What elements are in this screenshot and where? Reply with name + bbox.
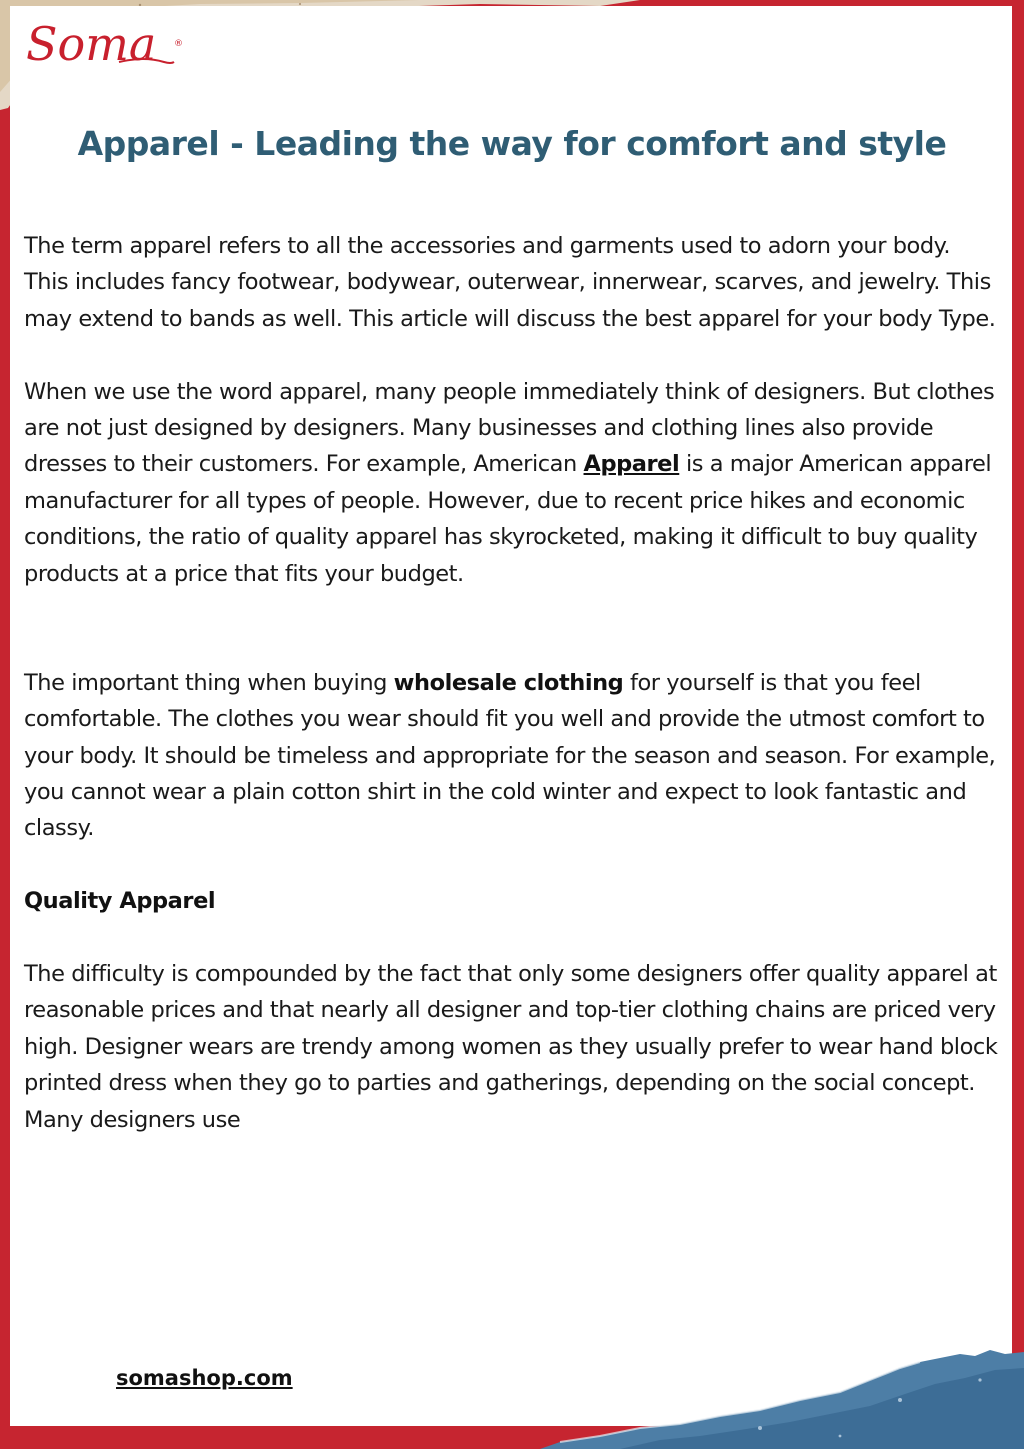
- paragraph-wholesale-text-end: for yourself is that you feel comfortable. The clothes you wear should fit you well and provide the utmost comfort to your body. It should be timeless and appropriate for the season and season. For example, you cannot wear a plain cotton shirt in the cold winter and expect to look fantastic and classy.: [24, 669, 996, 842]
- paragraph-intro: The term apparel refers to all the accessories and garments used to adorn your body. This includes fancy footwear, bodywear, outerwear, innerwear, scarves, and jewelry. This may extend to bands as well. This article will discuss the best apparel for your body Type.: [24, 233, 996, 332]
- page-title: Apparel - Leading the way for comfort and style: [77, 124, 947, 163]
- paragraph-wholesale-text-start: The important thing when buying: [24, 669, 394, 696]
- soma-logo: [24, 10, 184, 72]
- paragraph-designers-text-end: is a major American apparel manufacturer for all types of people. However, due to recent price hikes and economic conditions, the ratio of quality apparel has skyrocketed, making it difficult to buy quality products at a price that fits your budget.: [24, 451, 992, 587]
- registered-mark: ®: [174, 39, 183, 49]
- section-heading-quality-apparel: Quality Apparel: [24, 888, 216, 915]
- paragraph-wholesale: [24, 665, 1000, 847]
- wholesale-clothing-emphasis: wholesale clothing: [393, 669, 624, 696]
- torn-paper-bottom-decoration: [0, 1340, 1024, 1449]
- footer-website-link[interactable]: somashop.com: [116, 1366, 293, 1390]
- paragraph-quality: The difficulty is compounded by the fact that only some designers offer quality apparel at reasonable prices and that nearly all designer and top-tier clothing chains are priced very high. Designer wears are trendy among women as they usually prefer to wear hand block printed dress when they go to parties and gatherings, depending on the social concept. Many designers use: [24, 961, 998, 1133]
- article-body: [24, 228, 1000, 1138]
- logo-wordmark: Soma: [26, 17, 157, 71]
- paragraph-designers-text-start: When we use the word apparel, many people immediately think of designers. But clothes are not just designed by designers. Many businesses and clothing lines also provide dresses to their customers. For example, American: [24, 378, 995, 478]
- apparel-link[interactable]: Apparel: [583, 451, 680, 478]
- paragraph-designers: [24, 374, 1000, 592]
